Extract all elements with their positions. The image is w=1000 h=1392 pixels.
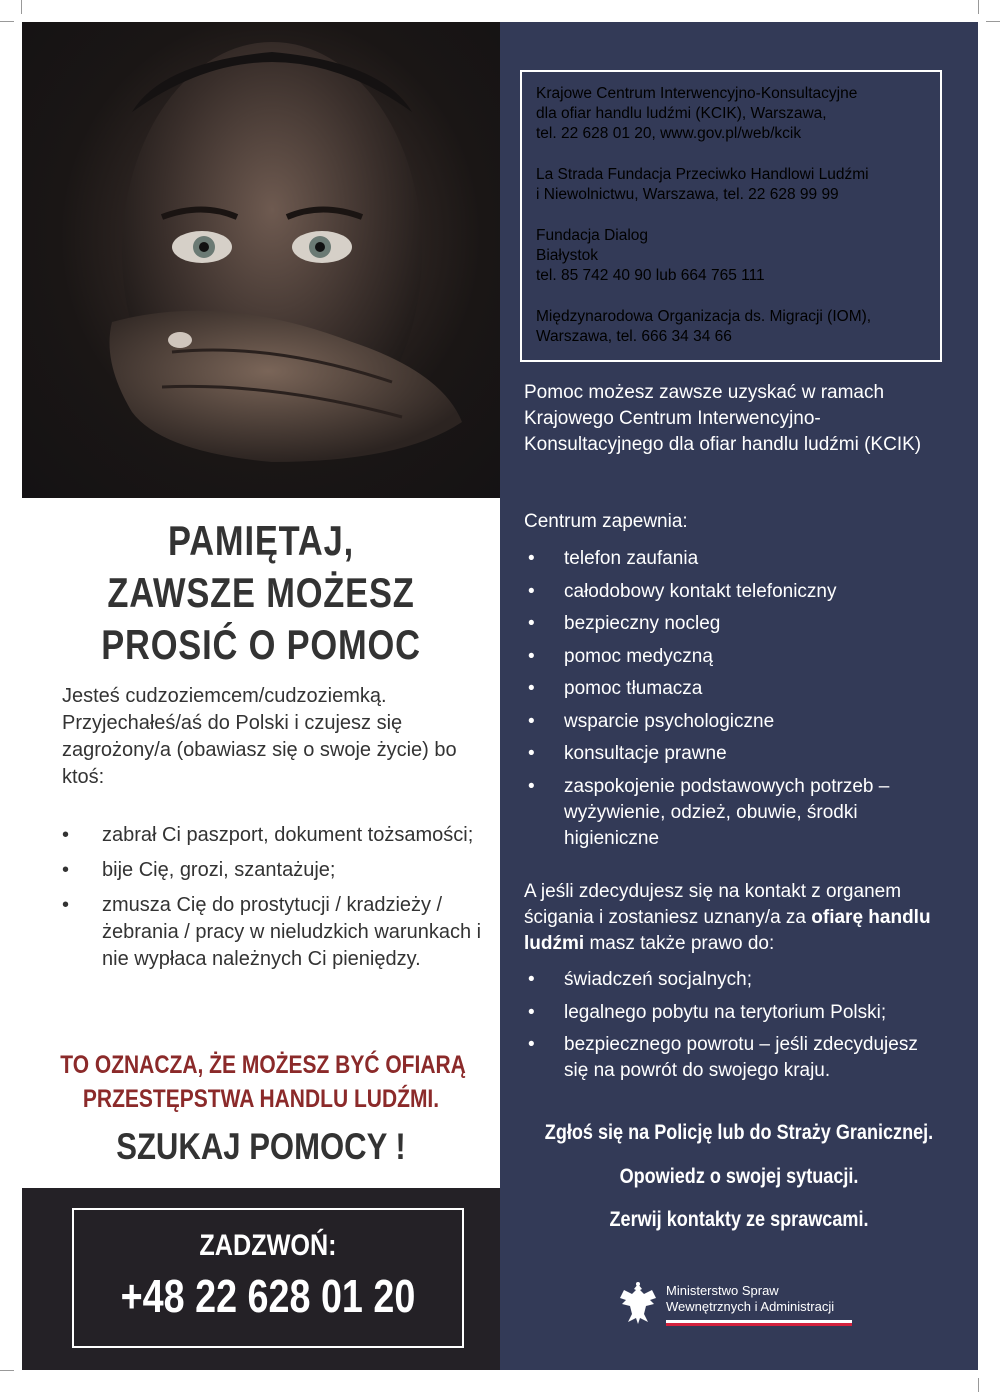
list-item bbox=[524, 546, 954, 572]
list-item-text: zabrał Ci paszport, dokument tożsamości; bbox=[102, 824, 474, 846]
rights-intro bbox=[524, 879, 944, 957]
crop-mark bbox=[0, 21, 14, 22]
call-box bbox=[72, 1208, 464, 1348]
threat-list bbox=[62, 822, 482, 981]
ministry-name bbox=[666, 1283, 834, 1315]
list-item-text: bije Cię, grozi, szantażuje; bbox=[102, 859, 336, 881]
bullet-icon: • bbox=[528, 743, 535, 764]
ministry-line: Ministerstwo Spraw bbox=[666, 1283, 779, 1298]
bullet-icon: • bbox=[528, 678, 535, 699]
warning-line: PRZESTĘPSTWA HANDLU LUDŹMI. bbox=[82, 1085, 440, 1113]
list-item-text: zaspokojenie podstawowych potrzeb – wyżywienie, odzież, obuwie, środki higieniczne bbox=[564, 775, 890, 849]
list-item bbox=[62, 857, 482, 884]
contact-entry bbox=[536, 165, 930, 205]
contact-entry bbox=[536, 84, 930, 144]
centre-provides-heading: Centrum zapewnia: bbox=[524, 511, 688, 532]
list-item bbox=[524, 967, 954, 993]
call-number: +48 22 628 01 20 bbox=[120, 1270, 416, 1322]
contact-line: Warszawa, tel. 666 34 34 66 bbox=[536, 328, 732, 345]
bullet-icon: • bbox=[528, 969, 535, 990]
list-item-text: bezpieczny nocleg bbox=[564, 613, 721, 634]
bullet-icon: • bbox=[528, 580, 535, 602]
bullet-icon: • bbox=[528, 613, 535, 634]
rights-text: A jeśli zdecydujesz się na kontakt z organem ścigania i zostaniesz uznany/a za bbox=[524, 881, 902, 928]
bullet-icon: • bbox=[528, 710, 535, 732]
contact-line: dla ofiar handlu ludźmi (KCIK), Warszawa, bbox=[536, 105, 827, 122]
contact-line: Krajowe Centrum Interwencyjno-Konsultacyjne bbox=[536, 85, 858, 102]
bullet-icon: • bbox=[62, 859, 70, 881]
contact-line: La Strada Fundacja Przeciwko Handlowi Ludźmi bbox=[536, 166, 869, 183]
help-intro: Pomoc możesz zawsze uzyskać w ramach Krajowego Centrum Interwencyjno-Konsultacyjnego dla ofiar handlu ludźmi (KCIK) bbox=[524, 382, 922, 455]
rights-text: masz także prawo do: bbox=[584, 933, 775, 954]
crop-mark bbox=[21, 0, 22, 14]
bullet-icon: • bbox=[62, 824, 70, 846]
list-item bbox=[524, 709, 954, 735]
contact-line: tel. 22 628 01 20, www.gov.pl/web/kcik bbox=[536, 125, 802, 142]
bullet-icon: • bbox=[528, 1034, 535, 1055]
list-item bbox=[524, 1032, 944, 1084]
contact-line: tel. 85 742 40 90 lub 664 765 111 bbox=[536, 267, 765, 284]
headline-line: PAMIĘTAJ, bbox=[168, 517, 354, 564]
list-item-text: telefon zaufania bbox=[564, 548, 699, 569]
ministry-logo bbox=[616, 1280, 856, 1330]
bullet-icon: • bbox=[528, 645, 535, 667]
rights-list bbox=[524, 967, 954, 1084]
face-illustration bbox=[22, 22, 500, 498]
rights-emphasis: ofiarę handlu ludźmi bbox=[524, 907, 931, 954]
list-item-text: całodobowy kontakt telefoniczny bbox=[564, 580, 837, 602]
list-item-text: legalnego pobytu na terytorium Polski; bbox=[564, 1001, 887, 1023]
contacts-box bbox=[520, 70, 942, 362]
contact-line: Fundacja Dialog bbox=[536, 227, 649, 244]
call-to-action: Zerwij kontakty ze sprawcami. bbox=[609, 1208, 869, 1231]
list-item-text: pomoc tłumacza bbox=[564, 678, 703, 699]
seek-help-heading: SZUKAJ POMOCY ! bbox=[116, 1126, 406, 1167]
list-item bbox=[62, 822, 482, 849]
call-to-action: Opowiedz o swojej sytuacji. bbox=[619, 1165, 859, 1188]
polish-eagle-icon bbox=[616, 1280, 660, 1326]
bullet-icon: • bbox=[62, 894, 70, 916]
list-item bbox=[524, 741, 954, 767]
crop-mark bbox=[978, 1378, 979, 1392]
headline-line: ZAWSZE MOŻESZ bbox=[107, 569, 415, 616]
call-to-action: Zgłoś się na Policję lub do Straży Granicznej. bbox=[544, 1121, 934, 1144]
list-item bbox=[524, 611, 954, 637]
bullet-icon: • bbox=[528, 548, 535, 569]
centre-services-list bbox=[524, 546, 954, 852]
list-item-text: bezpiecznego powrotu – jeśli zdecydujesz się na powrót do swojego kraju. bbox=[564, 1034, 918, 1081]
warning-text bbox=[60, 1048, 466, 1116]
list-item-text: konsultacje prawne bbox=[564, 743, 727, 764]
contact-entry bbox=[536, 226, 930, 286]
list-item-text: zmusza Cię do prostytucji / kradzieży / żebrania / pracy w nieludzkich warunkach i nie wypłaca należnych Ci pieniędzy. bbox=[102, 894, 482, 970]
list-item-text: świadczeń socjalnych; bbox=[564, 969, 752, 990]
list-item bbox=[524, 774, 904, 852]
contact-entry bbox=[536, 307, 930, 347]
crop-mark bbox=[978, 0, 979, 14]
list-item bbox=[524, 1000, 954, 1026]
headline-line: PROSIĆ O POMOC bbox=[101, 621, 421, 668]
list-item bbox=[524, 676, 954, 702]
ministry-line: Wewnętrznych i Administracji bbox=[666, 1299, 835, 1314]
intro-text: Jesteś cudzoziemcem/cudzoziemką. Przyjechałeś/aś do Polski i czujesz się zagrożony/a (obawiasz się o swoje życie) bo ktoś: bbox=[62, 685, 457, 788]
bullet-icon: • bbox=[528, 775, 535, 797]
contact-line: Białystok bbox=[536, 247, 599, 264]
flag-stripe-red bbox=[666, 1323, 852, 1326]
list-item bbox=[62, 892, 482, 973]
crop-mark bbox=[0, 1370, 14, 1371]
list-item-text: pomoc medyczną bbox=[564, 645, 713, 667]
list-item bbox=[524, 579, 954, 605]
headline bbox=[65, 515, 457, 671]
list-item-text: wsparcie psychologiczne bbox=[564, 710, 775, 732]
warning-line: TO OZNACZA, ŻE MOŻESZ BYĆ OFIARĄ bbox=[60, 1051, 466, 1079]
contact-line: i Niewolnictwu, Warszawa, tel. 22 628 99 99 bbox=[536, 186, 839, 203]
bullet-icon: • bbox=[528, 1001, 535, 1023]
call-label: ZADZWOŃ: bbox=[199, 1229, 337, 1262]
poster-photo bbox=[22, 22, 500, 498]
contact-line: Międzynarodowa Organizacja ds. Migracji (IOM), bbox=[536, 308, 872, 325]
list-item bbox=[524, 644, 954, 670]
crop-mark bbox=[986, 21, 1000, 22]
